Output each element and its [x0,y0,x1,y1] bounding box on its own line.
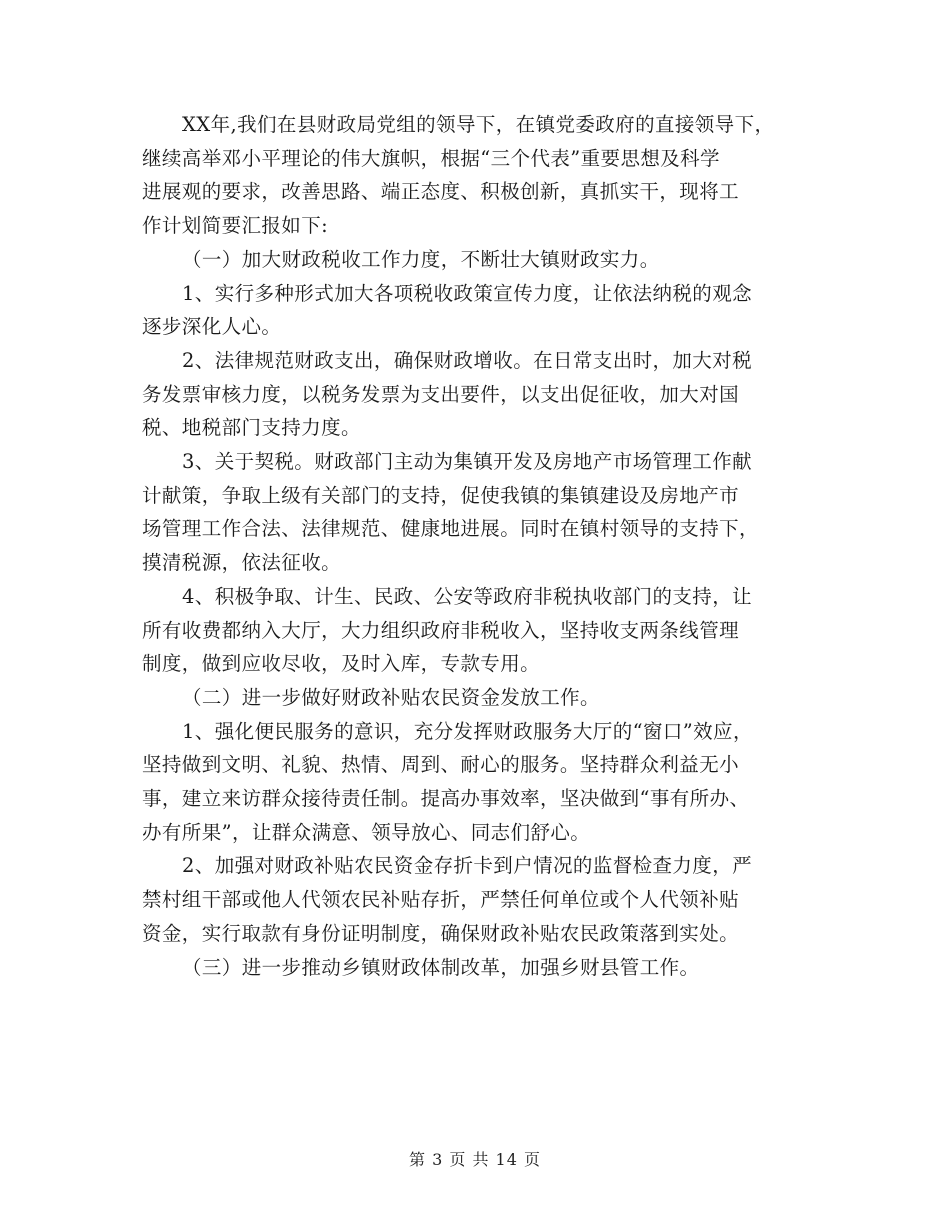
text-line: XX年,我们在县财政局党组的领导下，在镇党委政府的直接领导下， [182,113,775,136]
text-line: 2、加强对财政补贴农民资金存折卡到户情况的监督检查力度，严 [182,854,753,878]
text-line: 制度，做到应收尽收，及时入库，专款专用。 [142,652,541,676]
section-heading-2 [142,681,822,715]
text-line: 事，建立来访群众接待责任制。提高办事效率，坚决做到“事有所办、 [142,787,750,811]
section-heading-1 [142,243,822,277]
text-line: 资金，实行取款有身份证明制度，确保财政补贴农民政策落到实处。 [142,921,740,945]
paragraph-intro [142,108,822,243]
text-line: 逐步深化人心。 [142,315,282,339]
text-line: 3、关于契税。财政部门主动为集镇开发及房地产市场管理工作献 [182,450,753,474]
text-line: 所有收费都纳入大厅，大力组织政府非税收入，坚持收支两条线管理 [142,618,740,642]
paragraph-item [142,580,822,681]
paragraph-item [142,715,822,850]
text-line: 进展观的要求，改善思路、端正态度、积极创新，真抓实干，现将工 [142,180,740,204]
text-line: 4、积极争取、计生、民政、公安等政府非税执收部门的支持，让 [182,584,753,608]
text-line: 务发票审核力度，以税务发票为支出要件，以支出促征收，加大对国 [142,382,740,406]
paragraph-item [142,277,822,344]
paragraph-item [142,849,822,950]
paragraph-item [142,445,822,580]
text-line: （二）进一步做好财政补贴农民资金发放工作。 [182,685,600,709]
text-line: 禁村组干部或他人代领农民补贴存折，严禁任何单位或个人代领补贴 [142,888,740,912]
text-line: 2、法律规范财政支出，确保财政增收。在日常支出时，加大对税 [182,348,753,372]
text-line: 税、地税部门支持力度。 [142,416,361,440]
text-line: 作计划简要汇报如下: [142,214,329,238]
text-line: 1、强化便民服务的意识，充分发挥财政服务大厅的“窗口”效应， [182,719,753,743]
text-line: 继续高举邓小平理论的伟大旗帜，根据“三个代表”重要思想及科学 [142,146,720,170]
text-line: 1、实行多种形式加大各项税收政策宣传力度，让依法纳税的观念 [182,281,753,305]
text-line: 场管理工作合法、法律规范、健康地进展。同时在镇村领导的支持下， [142,517,759,541]
text-line: 摸清税源，依法征收。 [142,551,342,575]
text-line: 计献策，争取上级有关部门的支持，促使我镇的集镇建设及房地产市 [142,483,740,507]
page-number-footer: 第 3 页 共 14 页 [409,1150,541,1169]
paragraph-item [142,344,822,445]
document-body [142,108,822,984]
text-line: 坚持做到文明、礼貌、热情、周到、耐心的服务。坚持群众利益无小 [142,753,740,777]
text-line: （三）进一步推动乡镇财政体制改革，加强乡财县管工作。 [182,955,700,979]
text-line: （一）加大财政税收工作力度，不断壮大镇财政实力。 [182,247,660,271]
text-line: 办有所果”，让群众满意、领导放心、同志们舒心。 [142,820,591,844]
section-heading-3 [142,951,822,985]
